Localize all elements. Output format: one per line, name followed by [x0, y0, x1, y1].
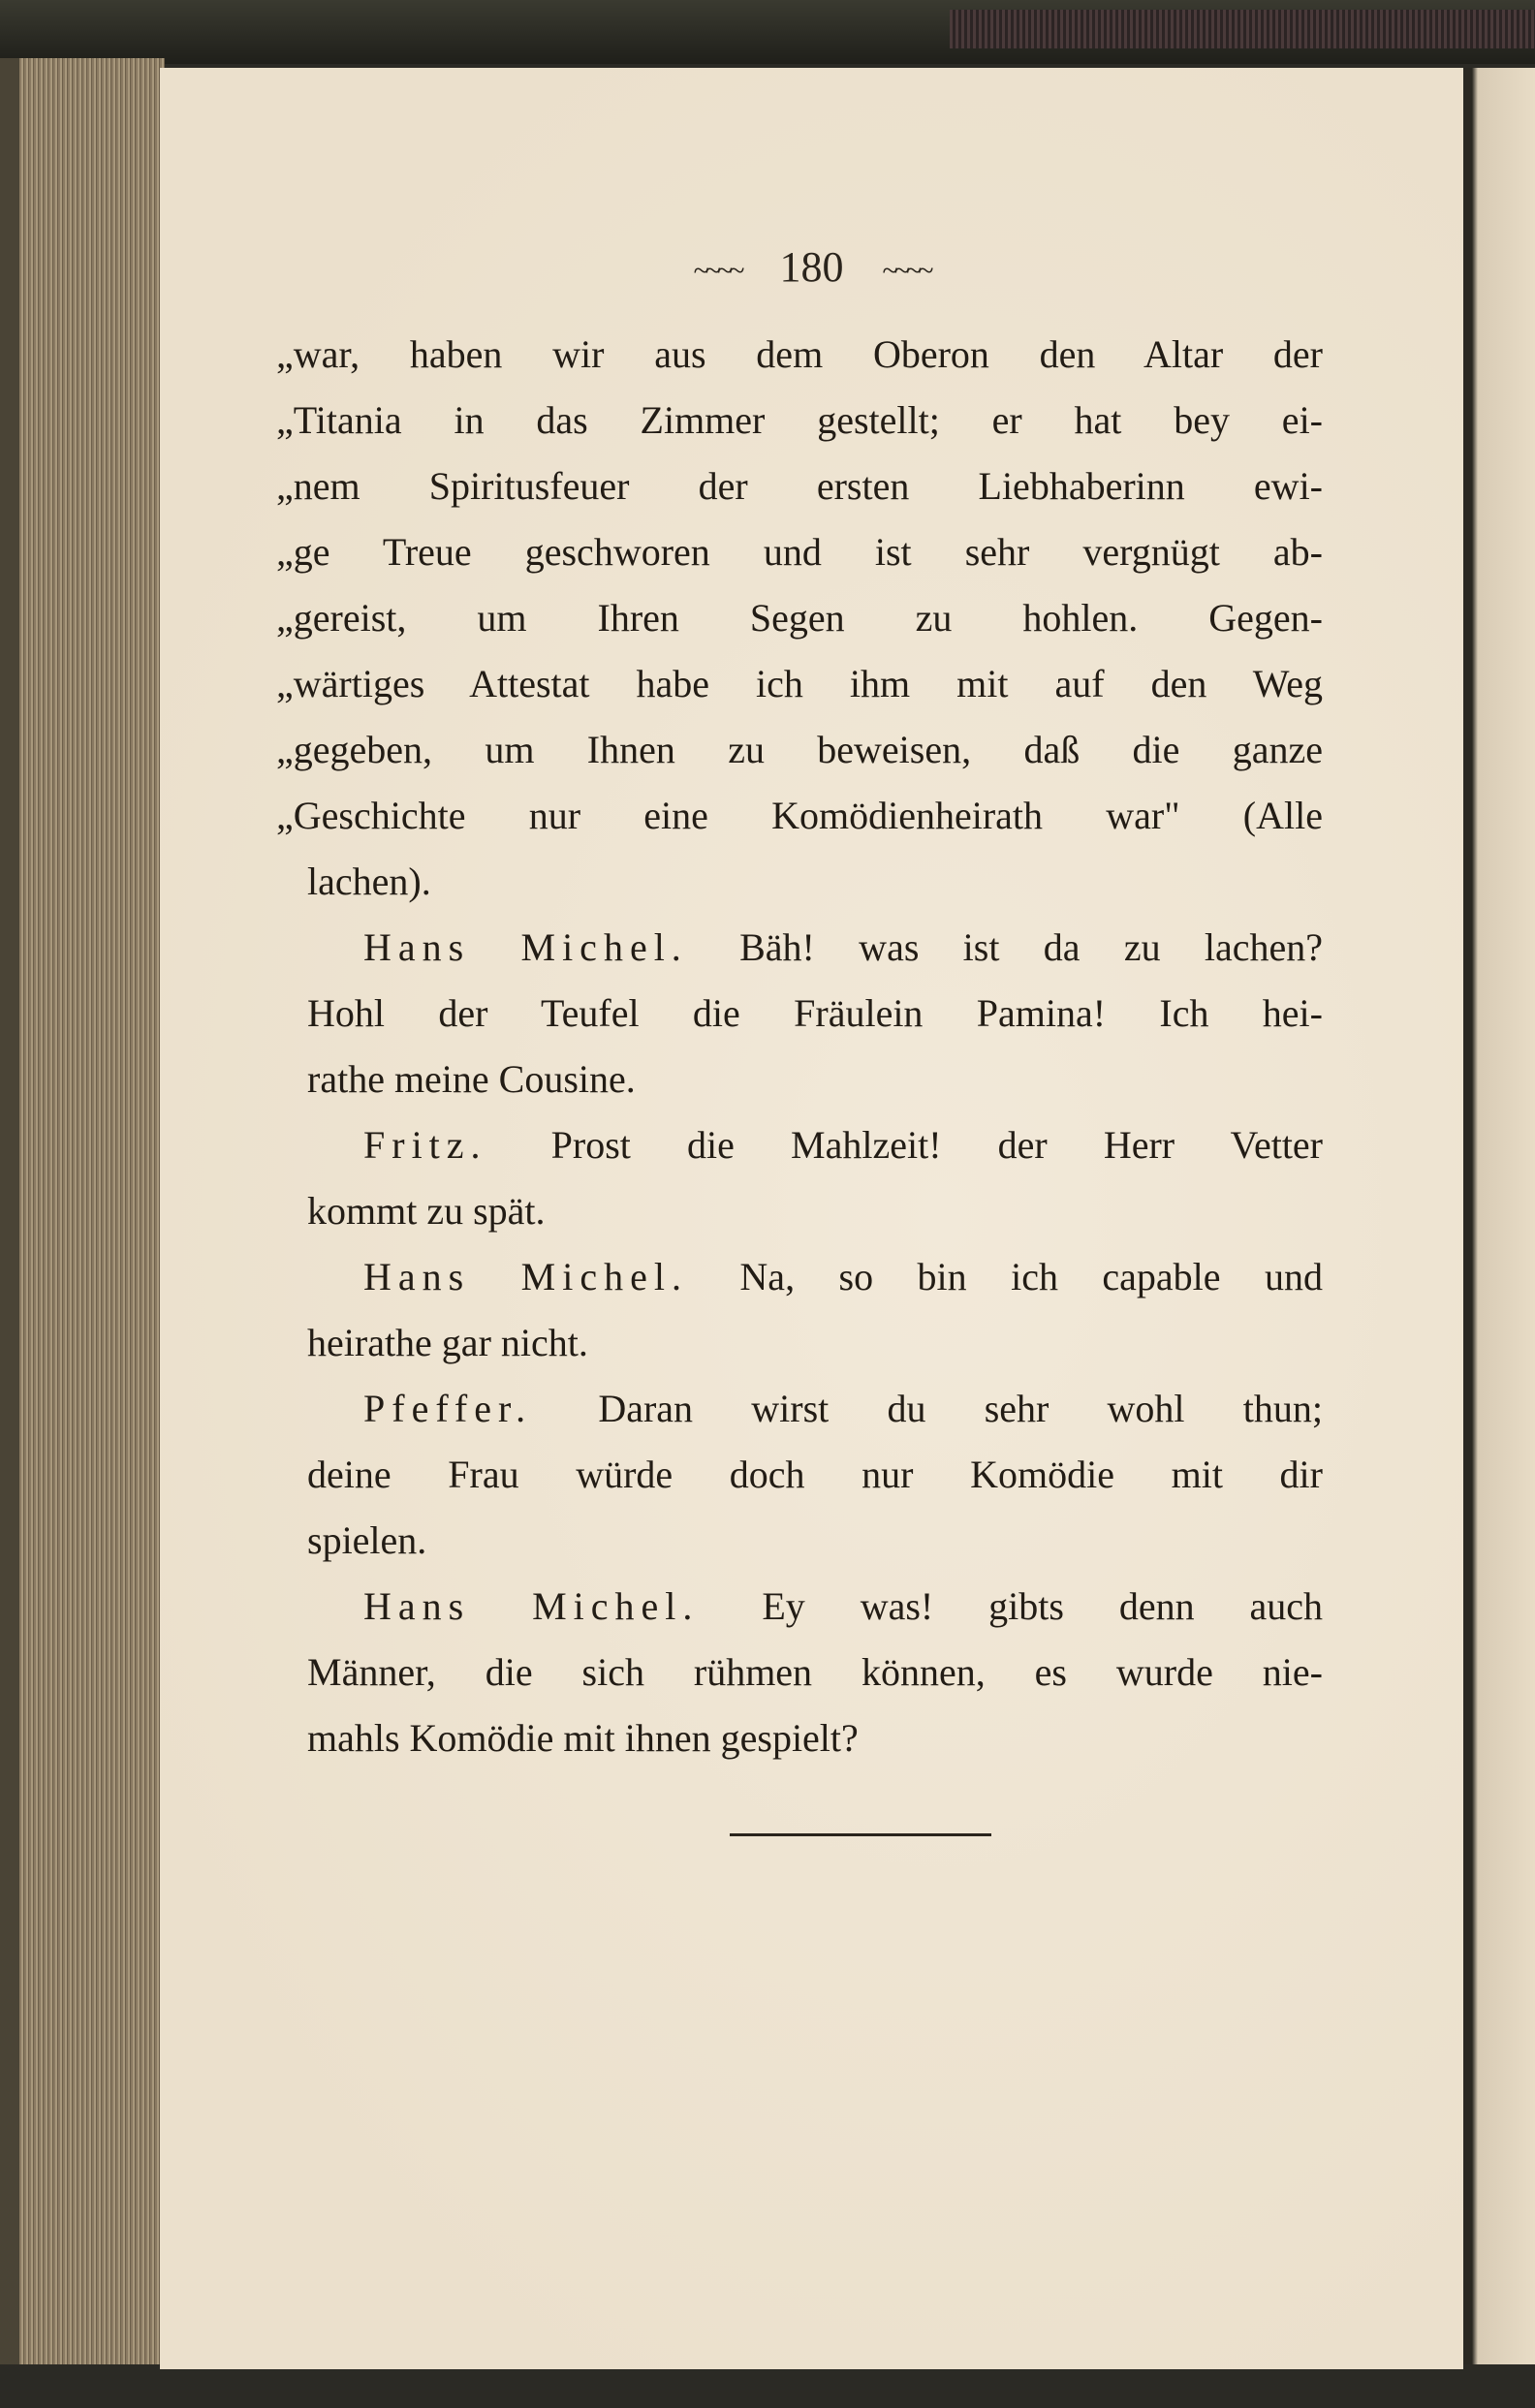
ornament-left: ~~~~	[693, 254, 741, 287]
text-line: „wärtiges Attestat habe ich ihm mit auf den Weg	[276, 662, 1323, 705]
book-page	[160, 68, 1463, 2369]
speaker-name: Hans Michel.	[363, 1584, 700, 1628]
text-line: „Geschichte nur eine Komödienheirath war" (Alle	[276, 794, 1323, 837]
dialogue-line: Hans Michel. Bäh! was ist da zu lachen?	[363, 925, 1324, 969]
ornament-right: ~~~~	[882, 254, 930, 287]
speaker-name: Fritz.	[363, 1123, 487, 1167]
text-line: „gereist, um Ihren Segen zu hohlen. Gegen-	[276, 596, 1323, 640]
dialogue-line: Pfeffer. Daran wirst du sehr wohl thun;	[363, 1387, 1323, 1430]
text-line: heirathe gar nicht.	[307, 1321, 588, 1364]
text-line: lachen).	[307, 860, 431, 903]
text-line: kommt zu spät.	[307, 1189, 546, 1233]
section-divider-rule	[730, 1833, 991, 1836]
text-line: deine Frau würde doch nur Komödie mit dir	[307, 1453, 1323, 1496]
page-text	[276, 322, 1324, 1771]
page-header	[160, 242, 1463, 292]
text-line: „ge Treue geschworen und ist sehr vergnügt ab-	[276, 530, 1323, 574]
book-binding-top	[0, 0, 1535, 64]
dialogue-line: Fritz. Prost die Mahlzeit! der Herr Vetter	[363, 1123, 1323, 1167]
text-line: Hohl der Teufel die Fräulein Pamina! Ich hei-	[307, 991, 1323, 1035]
dialogue-line: Hans Michel. Ey was! gibts denn auch	[363, 1584, 1324, 1628]
text-line: mahls Komödie mit ihnen gespielt?	[307, 1716, 859, 1760]
text-line: spielen.	[307, 1518, 427, 1562]
page-number: 180	[779, 243, 844, 291]
speaker-name: Hans Michel.	[363, 1255, 688, 1298]
text-line: „war, haben wir aus dem Oberon den Altar der	[276, 332, 1323, 376]
text-line: „nem Spiritusfeuer der ersten Liebhaberinn ewi-	[276, 464, 1323, 508]
speaker-name: Pfeffer.	[363, 1387, 533, 1430]
text-line: rathe meine Cousine.	[307, 1057, 636, 1101]
text-line: „Titania in das Zimmer gestellt; er hat bey ei-	[276, 398, 1323, 442]
speaker-name: Hans Michel.	[363, 925, 688, 969]
text-line: „gegeben, um Ihnen zu beweisen, daß die ganze	[276, 728, 1323, 771]
facing-page-edge	[1458, 68, 1535, 2364]
dialogue-line: Hans Michel. Na, so bin ich capable und	[363, 1255, 1323, 1298]
scan-background-bottom	[0, 2364, 1535, 2408]
text-line: Männer, die sich rühmen können, es wurde nie-	[307, 1650, 1323, 1694]
page-edges	[0, 58, 165, 2374]
